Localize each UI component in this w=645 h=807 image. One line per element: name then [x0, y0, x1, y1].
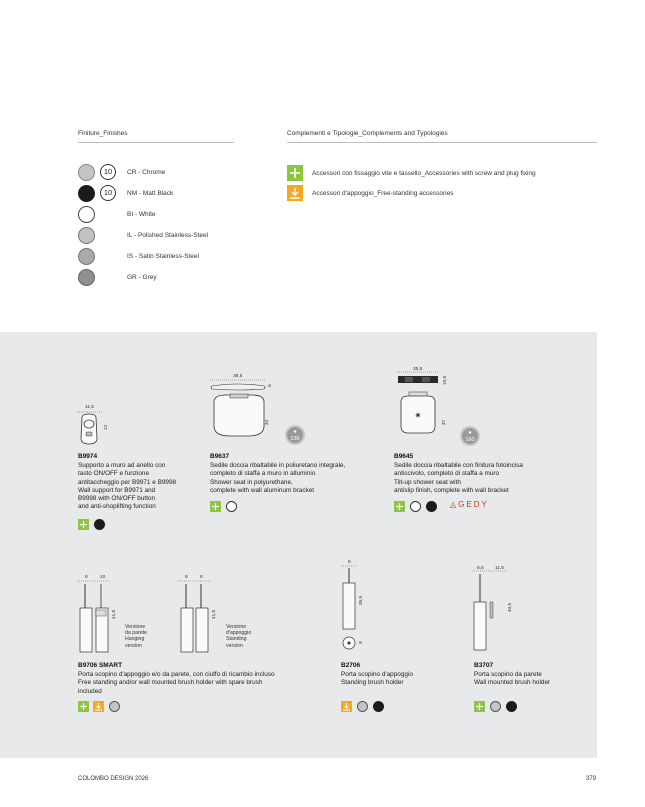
screw-plug-icon — [394, 501, 405, 512]
product-code: B2706 — [341, 662, 361, 669]
dim-base: 8 — [358, 641, 364, 644]
free-standing-icon — [287, 185, 303, 201]
dim-width: 35,5 — [413, 367, 423, 372]
chrome-finish-dot — [109, 701, 120, 712]
product-code: B9974 — [78, 453, 98, 460]
matt-black-finish-dot — [506, 701, 517, 712]
gedy-brand-logo: ◬GEDY — [450, 500, 489, 509]
finish-label-grey: GR - Grey — [127, 274, 157, 281]
product-description: Supporto a muro ad anello con tasto ON/OFF e funzione antitaccheggio per B9971 e B9998 Wall support for B9971 and B9998 with ON/OFF button and anti-shoplifting function — [78, 462, 177, 511]
dim-height: 12 — [104, 424, 110, 431]
dim-standing-b: 8 — [200, 575, 203, 580]
dim-a: 8,5 — [477, 566, 484, 571]
screw-plug-icon — [210, 501, 221, 512]
product-code: B3707 — [474, 662, 494, 669]
hanging-version-note: Versione da parete Hanging version — [125, 624, 147, 649]
matt-black-swatch — [78, 185, 95, 202]
standing-version-note: Versione d'appoggio Standing version — [226, 624, 252, 649]
product-description: Sedile doccia ribaltabile in poliuretano integrale, completo di staffa a muro in alluminio Shower seat in polyurethane, complete with wall aluminum bracket — [210, 462, 346, 494]
white-finish-dot — [226, 501, 237, 512]
page-number: 379 — [586, 776, 597, 782]
complements-header: Complementi e Tipologie_Complements and Typologies — [287, 130, 448, 137]
dim-standing-height: 41,5 — [212, 609, 218, 620]
finish-label-satin-steel: IS - Satin Stainless-Steel — [127, 253, 199, 260]
dim-b: 11,5 — [495, 566, 504, 571]
chrome-finish-dot — [490, 701, 501, 712]
dim-standing-a: 8 — [185, 575, 188, 580]
white-finish-dot — [410, 501, 421, 512]
white-swatch — [78, 206, 95, 223]
dim-width: 11,5 — [85, 405, 94, 410]
chrome-swatch — [78, 164, 95, 181]
grey-swatch — [78, 269, 95, 286]
dim-hanging-b: 10 — [100, 575, 106, 580]
dim-depth: 10,5 — [443, 375, 449, 386]
product-description: Porta scopino d'appoggio e/o da parete, con ciuffo di ricambio incluso Free standing and/or wall mounted brush holder with spare brush included — [78, 671, 275, 695]
complement-label-screw: Accessori con fissaggio vite e tassello_Accessories with screw and plug fixing — [312, 170, 536, 177]
screw-plug-icon — [78, 519, 89, 530]
screw-plug-icon — [474, 701, 485, 712]
b9637-drawing — [208, 378, 278, 443]
free-standing-icon — [93, 701, 104, 712]
dim-depth: 6 — [267, 384, 273, 387]
load-capacity-stamp: ● 160 — [460, 426, 480, 446]
footer-brand: COLOMBO DESIGN 2026 — [78, 776, 149, 782]
product-description: Sedile doccia ribaltabile con finitura fotoincisa antiscivolo, completo di staffa a muro Tilt-up shower seat with antislip finish, complete with wall bracket — [394, 462, 523, 494]
screw-plug-icon — [78, 701, 89, 712]
matt-black-finish-dot — [373, 701, 384, 712]
dim-height: 34 — [265, 419, 271, 426]
finish-label-polished-steel: IL - Polished Stainless-Steel — [127, 232, 209, 239]
b9974-drawing — [76, 410, 106, 446]
finish-label-matt-black: NM - Matt Black — [127, 190, 174, 197]
finish-label-white: BI - White — [127, 211, 156, 218]
dim-hanging-a: 8 — [85, 575, 88, 580]
finishes-rule — [78, 142, 234, 143]
chrome-finish-dot — [357, 701, 368, 712]
complements-rule — [287, 142, 597, 143]
product-code: B9637 — [210, 453, 230, 460]
b3707-drawing — [470, 570, 510, 655]
product-code: B9645 — [394, 453, 414, 460]
finish-badge-10: 10 — [100, 164, 116, 180]
satin-steel-swatch — [78, 248, 95, 265]
finishes-header: Finiture_Finishes — [78, 130, 128, 137]
product-code: B9706 SMART — [78, 662, 123, 669]
product-description: Porta scopino da parete Wall mounted brush holder — [474, 671, 551, 687]
svg-text:✷: ✷ — [414, 411, 422, 420]
dim-width: 8 — [348, 560, 351, 565]
complement-label-free-standing: Accessori d'appoggio_Free-standing accessories — [312, 190, 454, 197]
product-description: Porta scopino d'appoggio Standing brush holder — [341, 671, 413, 687]
dim-hanging-height: 41,5 — [112, 609, 118, 620]
screw-plug-icon — [287, 165, 303, 181]
load-capacity-stamp: ● 130 — [285, 425, 305, 445]
matt-black-finish-dot — [426, 501, 437, 512]
dim-height: 35,5 — [359, 595, 365, 606]
free-standing-icon — [341, 701, 352, 712]
dim-height: 40,5 — [508, 602, 514, 613]
finish-badge-10: 10 — [100, 185, 116, 201]
finish-label-chrome: CR - Chrome — [127, 169, 166, 176]
dim-width: 39,5 — [233, 374, 243, 379]
polished-steel-swatch — [78, 227, 95, 244]
matt-black-finish-dot — [94, 519, 105, 530]
dim-height: 37 — [442, 419, 448, 426]
